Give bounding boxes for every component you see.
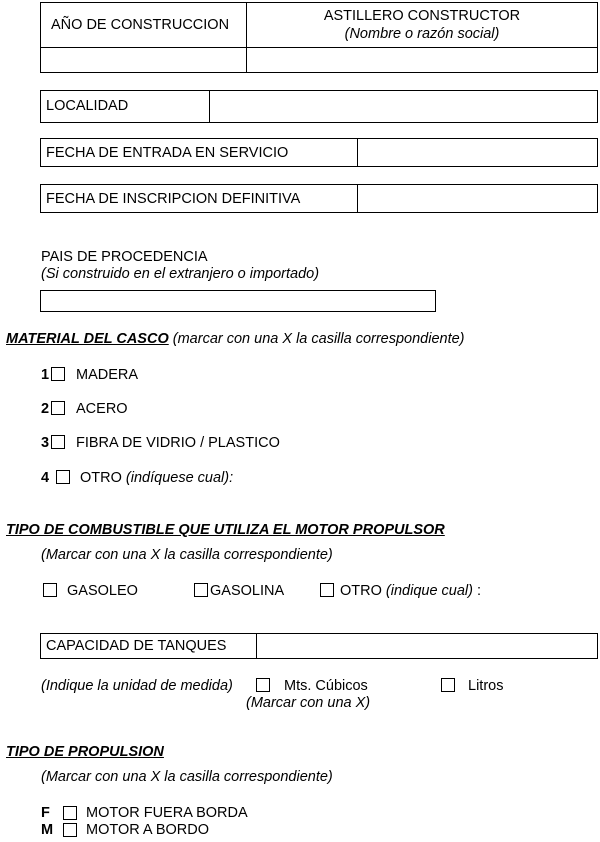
hull-fiberglass-checkbox[interactable] bbox=[51, 435, 65, 449]
unit-liters-label: Litros bbox=[468, 678, 504, 694]
propulsion-option-label: MOTOR A BORDO bbox=[86, 822, 210, 838]
fuel-option-label: GASOLINA bbox=[210, 583, 285, 599]
shipyard-input[interactable] bbox=[247, 48, 597, 72]
hull-section-header bbox=[6, 330, 465, 348]
hull-other-note: (indíquese cual): bbox=[125, 470, 234, 486]
registration-date-label: FECHA DE INSCRIPCION DEFINITIVA bbox=[46, 191, 301, 207]
locality-label: LOCALIDAD bbox=[46, 98, 129, 114]
year-label: AÑO DE CONSTRUCCION bbox=[51, 17, 230, 33]
propulsion-outboard-checkbox[interactable] bbox=[63, 806, 77, 820]
unit-cubic-meters-checkbox[interactable] bbox=[256, 678, 270, 692]
fuel-diesel-checkbox[interactable] bbox=[43, 583, 57, 597]
registration-date-input[interactable] bbox=[358, 185, 597, 212]
origin-input[interactable] bbox=[40, 290, 436, 312]
locality-input[interactable] bbox=[210, 91, 597, 122]
propulsion-title: TIPO DE PROPULSION bbox=[6, 744, 164, 760]
fuel-instruction: (Marcar con una X la casilla correspondiente) bbox=[41, 547, 333, 563]
fuel-gasoline-checkbox[interactable] bbox=[194, 583, 208, 597]
shipyard-sublabel: (Nombre o razón social) bbox=[344, 26, 500, 42]
unit-note: (Marcar con una X) bbox=[246, 695, 371, 711]
origin-note: (Si construido en el extranjero o importado) bbox=[41, 266, 320, 282]
shipyard-label: ASTILLERO CONSTRUCTOR bbox=[323, 8, 521, 24]
fuel-other-note: (indique cual) bbox=[385, 583, 473, 599]
hull-other-checkbox[interactable] bbox=[56, 470, 70, 484]
service-date-input[interactable] bbox=[358, 139, 597, 166]
hull-option-label: ACERO bbox=[76, 401, 128, 417]
unit-prompt: (Indique la unidad de medida) bbox=[41, 678, 233, 694]
year-input[interactable] bbox=[41, 48, 245, 72]
propulsion-instruction: (Marcar con una X la casilla correspondiente) bbox=[41, 769, 333, 785]
hull-wood-checkbox[interactable] bbox=[51, 367, 65, 381]
propulsion-inboard-checkbox[interactable] bbox=[63, 823, 77, 837]
hull-option-number: 1 bbox=[41, 367, 50, 383]
hull-title: MATERIAL DEL CASCO bbox=[6, 331, 169, 347]
hull-option-number: 3 bbox=[41, 435, 50, 451]
fuel-option-label: OTRO bbox=[340, 583, 382, 599]
service-date-label: FECHA DE ENTRADA EN SERVICIO bbox=[46, 145, 289, 161]
fuel-title: TIPO DE COMBUSTIBLE QUE UTILIZA EL MOTOR PROPULSOR bbox=[6, 522, 445, 538]
origin-label: PAIS DE PROCEDENCIA bbox=[41, 249, 208, 265]
propulsion-code: F bbox=[41, 805, 50, 821]
propulsion-code: M bbox=[41, 822, 54, 838]
hull-option-label: FIBRA DE VIDRIO / PLASTICO bbox=[76, 435, 280, 451]
fuel-other-option bbox=[340, 582, 481, 600]
fuel-other-checkbox[interactable] bbox=[320, 583, 334, 597]
tank-capacity-label: CAPACIDAD DE TANQUES bbox=[46, 638, 227, 654]
propulsion-option-label: MOTOR FUERA BORDA bbox=[86, 805, 248, 821]
fuel-other-suffix: : bbox=[477, 583, 482, 599]
unit-cubic-meters-label: Mts. Cúbicos bbox=[284, 678, 368, 694]
hull-option-number: 4 bbox=[41, 470, 50, 486]
hull-steel-checkbox[interactable] bbox=[51, 401, 65, 415]
unit-liters-checkbox[interactable] bbox=[441, 678, 455, 692]
hull-instruction: (marcar con una X la casilla correspondiente) bbox=[172, 331, 465, 347]
hull-option-label: OTRO bbox=[80, 470, 122, 486]
fuel-option-label: GASOLEO bbox=[67, 583, 138, 599]
tank-capacity-input[interactable] bbox=[257, 634, 597, 658]
hull-option-label: MADERA bbox=[76, 367, 139, 383]
hull-option-number: 2 bbox=[41, 401, 50, 417]
hull-other-option bbox=[80, 469, 233, 487]
